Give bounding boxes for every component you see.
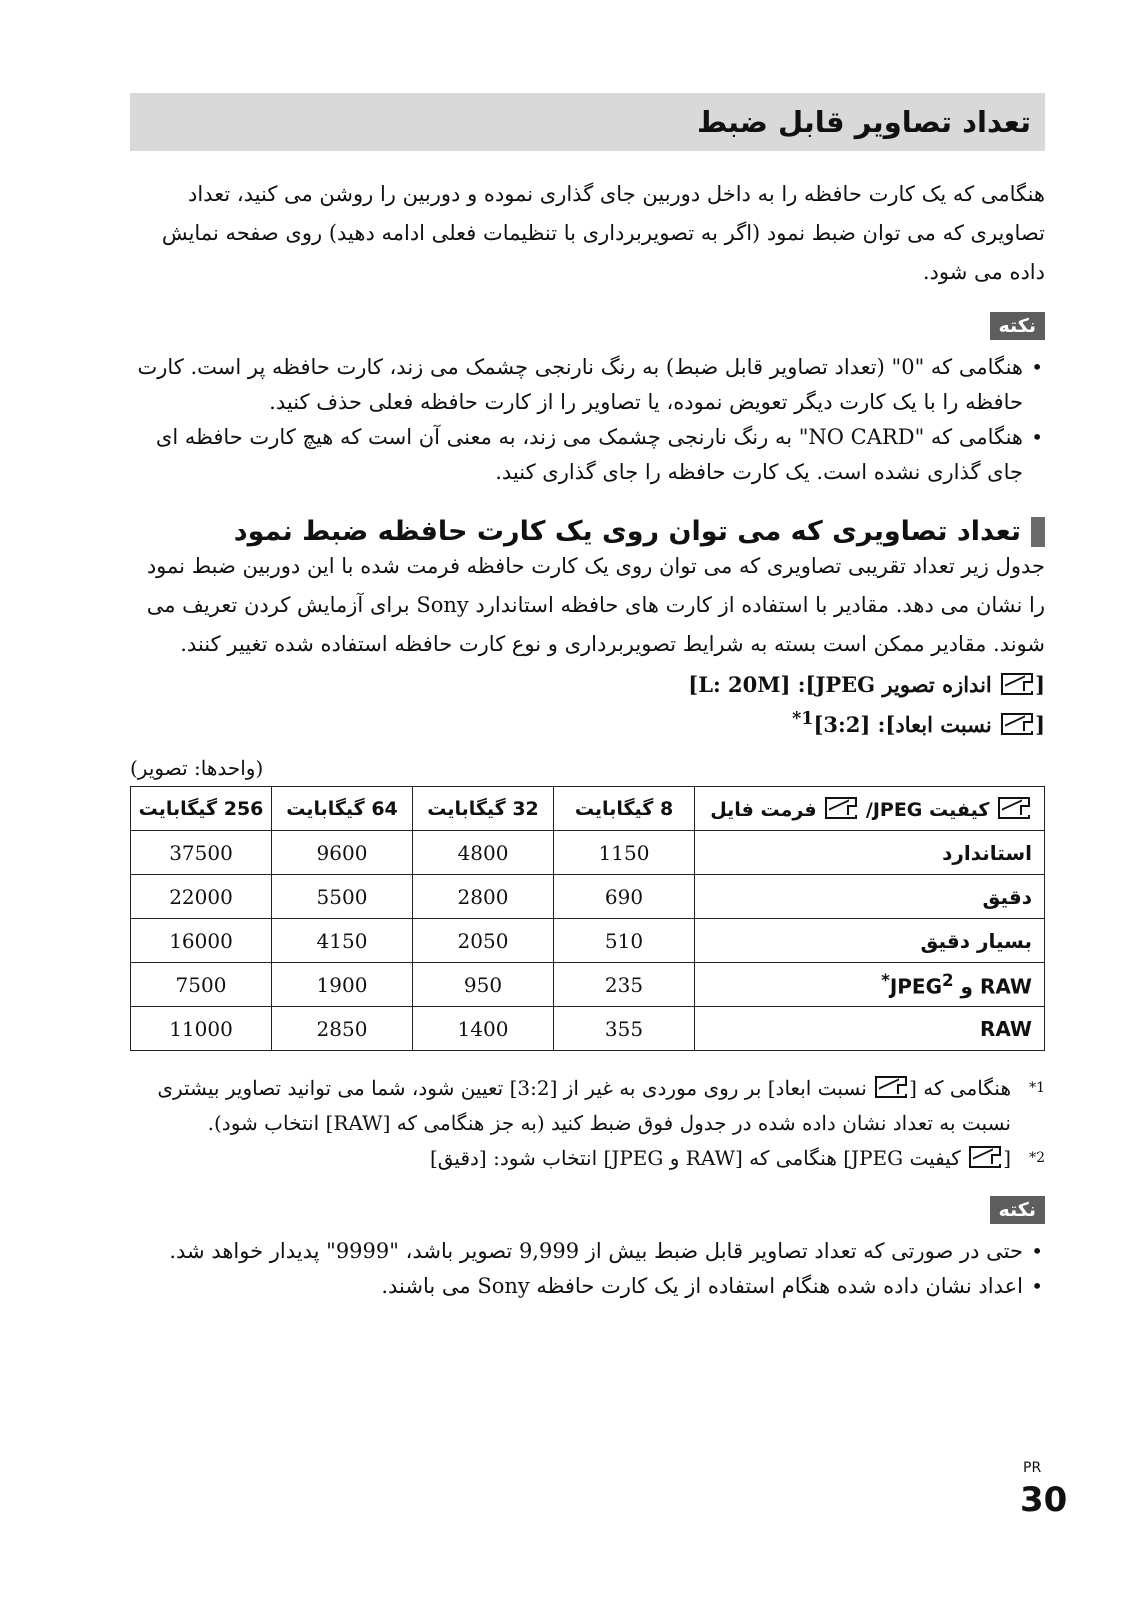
header-label-cell: کیفیت JPEG/ فرمت فایل bbox=[695, 787, 1045, 831]
units-label: (واحدها: تصویر) bbox=[130, 756, 264, 780]
note-badge: نکته bbox=[990, 1196, 1045, 1224]
header-8gb: 8 گیگابایت bbox=[554, 787, 695, 831]
footnotes bbox=[130, 1071, 1045, 1176]
note-header-2 bbox=[130, 1176, 1045, 1224]
list-item: • اعداد نشان داده شده هنگام استفاده از یک کارت حافظه Sony می باشند. bbox=[130, 1269, 1023, 1304]
header-64gb: 64 گیگابایت bbox=[272, 787, 413, 831]
camera-still-icon bbox=[875, 1076, 907, 1098]
page-number: 30 bbox=[1020, 1480, 1068, 1520]
camera-still-icon bbox=[969, 1146, 1001, 1168]
setting-aspect-ratio: [ نسبت ابعاد]: [3:2]$^{1*}$ bbox=[792, 709, 1045, 737]
header-32gb: 32 گیگابایت bbox=[413, 787, 554, 831]
table-row: بسیار دقیق 510 2050 4150 16000 bbox=[131, 919, 1045, 963]
subheading-marker bbox=[1031, 517, 1045, 547]
header-256gb: 256 گیگابایت bbox=[131, 787, 272, 831]
footnote-ref: 2* bbox=[881, 970, 954, 990]
description-paragraph: جدول زیر تعداد تقریبی تصاویری که می توان روی یک کارت حافظه فرمت شده با این دوربین ضبط نمود را نشان می دهد. مقادیر با استفاده از کارت های حافظه استاندارد Sony برای آزمایش کردن تعریف می شوند. مقادیر ممکن است بسته به شرایط تصویربرداری و نوع کارت حافظه استفاده شده تغییر کنند. bbox=[146, 554, 1045, 656]
table-row: RAW 355 1400 2850 11000 bbox=[131, 1007, 1045, 1051]
section-title: تعداد تصاویر قابل ضبط bbox=[697, 105, 1031, 139]
list-item: • حتی در صورتی که تعداد تصاویر قابل ضبط بیش از 9,999 تصویر باشد، "9999" پدیدار خواهد شد. bbox=[130, 1234, 1023, 1269]
subheading bbox=[130, 516, 1045, 547]
table-row: استاندارد 1150 4800 9600 37500 bbox=[131, 831, 1045, 875]
notes-list-1 bbox=[130, 350, 1045, 490]
intro-paragraph: هنگامی که یک کارت حافظه را به داخل دوربین جای گذاری نموده و دوربین را روشن می کنید، تعداد تصاویری که می توان ضبط نمود (اگر به تصویربرداری با تنظیمات فعلی ادامه دهید) روی صفحه نمایش داده می شود. bbox=[161, 182, 1045, 284]
camera-still-icon bbox=[998, 797, 1030, 819]
list-item: • هنگامی که "NO CARD" به رنگ نارنجی چشمک می زند، به معنی آن است که هیچ کارت حافظه ای جای گذاری نشده است. یک کارت حافظه را جای گذاری کنید. bbox=[130, 420, 1023, 490]
list-item: • هنگامی که "0" (تعداد تصاویر قابل ضبط) به رنگ نارنجی چشمک می زند، کارت حافظه پر است. کارت حافظه را با یک کارت دیگر تعویض نموده، یا تصاویر را از کارت حافظه فعلی حذف کنید. bbox=[130, 350, 1023, 420]
note-badge: نکته bbox=[990, 312, 1045, 340]
footnote-2: 2* [ کیفیت JPEG] هنگامی که [RAW و JPEG] انتخاب شود: [دقیق] bbox=[130, 1141, 1045, 1176]
setting-image-size: [ اندازه تصویر JPEG]: [L: 20M] bbox=[688, 672, 1045, 697]
table-row: دقیق 690 2800 5500 22000 bbox=[131, 875, 1045, 919]
section-title-bar bbox=[130, 93, 1045, 151]
notes-list-2 bbox=[130, 1234, 1045, 1304]
footnote-mark: 2* bbox=[1029, 1150, 1045, 1166]
footnote-mark: 1* bbox=[1029, 1080, 1045, 1096]
language-label: PR bbox=[1023, 1460, 1042, 1476]
footnote-ref: 1* bbox=[792, 709, 814, 729]
subheading-text: تعداد تصاویری که می توان روی یک کارت حافظه ضبط نمود bbox=[233, 516, 1021, 547]
table-row: RAW و $JPEG^{2*}$ 235 950 1900 7500 bbox=[131, 963, 1045, 1007]
footnote-1: 1* هنگامی که [ نسبت ابعاد] بر روی موردی به غیر از [3:2] تعیین شود، شما می توانید تصاویر بیشتری نسبت به تعداد نشان داده شده در جدول فوق ضبط کنید (به جز هنگامی که [RAW] انتخاب شود). bbox=[130, 1071, 1045, 1141]
table-header-row bbox=[131, 787, 1045, 831]
capacity-table bbox=[130, 786, 1045, 1051]
camera-still-icon bbox=[825, 797, 857, 819]
page-content bbox=[130, 93, 1045, 1304]
camera-still-icon bbox=[1001, 713, 1033, 735]
camera-still-icon bbox=[1001, 673, 1033, 695]
settings-block bbox=[130, 668, 1045, 742]
note-header-1 bbox=[130, 292, 1045, 340]
